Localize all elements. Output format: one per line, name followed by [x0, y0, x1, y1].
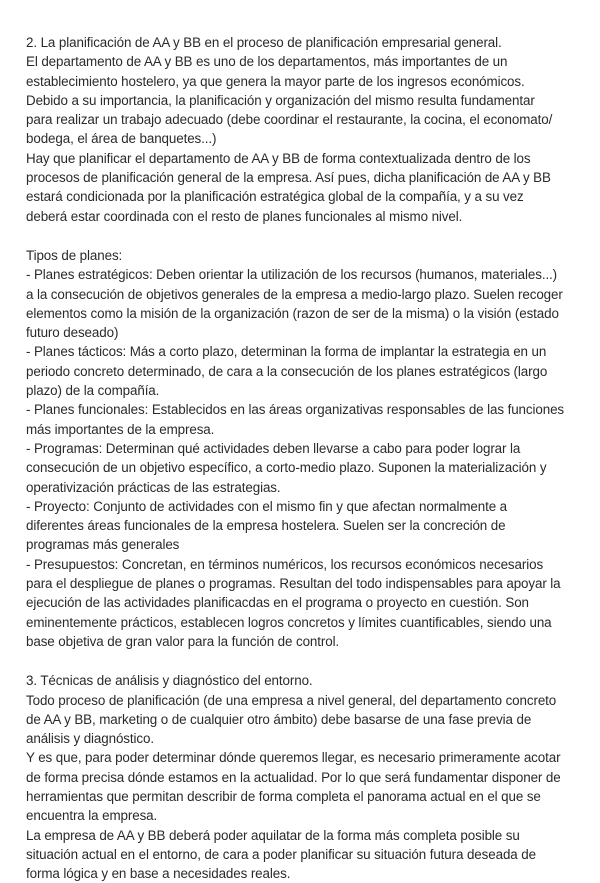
text-line: diferentes áreas funcionales de la empresa hostelera. Suelen ser la concreción de — [26, 518, 506, 534]
text-line: forma lógica y en base a necesidades reales. — [26, 866, 291, 882]
text-line: deberá estar coordinada con el resto de planes funcionales al mismo nivel. — [26, 208, 463, 224]
text-line: Hay que planificar el departamento de AA y BB de forma contextualizada dentro de los — [26, 150, 531, 166]
text-line: - Planes estratégicos: Deben orientar la utilización de los recursos (humanos, materiales...) — [26, 267, 558, 283]
text-line: para realizar un trabajo adecuado (debe coordinar el restaurante, la cocina, el economato/ — [26, 112, 553, 128]
text-line: de AA y BB, marketing o de cualquier otro ámbito) debe basarse de una fase previa de — [26, 711, 532, 727]
text-line: Debido a su importancia, la planificación y organización del mismo resulta fundamentar — [26, 92, 535, 108]
document-page — [26, 33, 578, 883]
text-line: elementos como la misión de la organización (razon de ser de la misma) o la visión (estado — [26, 305, 559, 321]
paragraph-gap — [26, 651, 578, 671]
text-line: - Presupuestos: Concretan, en términos numéricos, los recursos económicos necesarios — [26, 556, 544, 572]
section-tecnicas-analisis — [26, 671, 578, 883]
text-line: plazo) de la compañía. — [26, 383, 160, 399]
text-line: herramientas que permitan describir de forma completa el panorama actual en el que se — [26, 788, 541, 804]
text-line: para el despliegue de planes o programas. Resultan del todo indispensables para apoyar la — [26, 576, 561, 592]
text-line: bodega, el área de banquetes...) — [26, 131, 217, 147]
section-tipos-de-planes — [26, 246, 578, 651]
text-line: establecimiento hostelero, ya que genera la mayor parte de los ingresos económicos. — [26, 73, 525, 89]
text-line: eminentemente prácticos, establecen logros concretos y límites cuantificables, siendo una — [26, 614, 552, 630]
text-line: procesos de planificación general de la empresa. Así pues, dicha planificación de AA y BB — [26, 170, 551, 186]
text-line: base objetiva de gran valor para la función de control. — [26, 633, 340, 649]
text-line: - Proyecto: Conjunto de actividades con el mismo fin y que afectan normalmente a — [26, 498, 508, 514]
text-line: El departamento de AA y BB es uno de los departamentos, más importantes de un — [26, 54, 508, 70]
text-line: Todo proceso de planificación (de una empresa a nivel general, del departamento concreto — [26, 692, 557, 708]
text-line: - Programas: Determinan qué actividades deben llevarse a cabo para poder lograr la — [26, 440, 521, 456]
section-planificacion-aa-bb — [26, 33, 578, 226]
text-line: La empresa de AA y BB deberá poder aquilatar de la forma más completa posible su — [26, 827, 520, 843]
text-line: de forma precisa dónde estamos en la actualidad. Por lo que será fundamentar disponer de — [26, 769, 561, 785]
text-line: futuro deseado) — [26, 325, 119, 341]
text-line: 3. Técnicas de análisis y diagnóstico del entorno. — [26, 673, 313, 689]
text-line: estará condicionada por la planificación estratégica global de la compañía, y a su vez — [26, 189, 524, 205]
text-line: programas más generales — [26, 537, 180, 553]
text-line: encuentra la empresa. — [26, 808, 158, 824]
text-line: análisis y diagnóstico. — [26, 731, 154, 747]
text-line: Y es que, para poder determinar dónde queremos llegar, es necesario primeramente acotar — [26, 750, 561, 766]
text-line: periodo concreto determinado, de cara a la consecución de los planes estratégicos (largo — [26, 363, 548, 379]
text-line: 2. La planificación de AA y BB en el proceso de planificación empresarial general. — [26, 35, 502, 50]
text-line: ejecución de las actividades planificacdas en el programa o proyecto en cuestión. Son — [26, 595, 529, 611]
text-line: Tipos de planes: — [26, 247, 123, 263]
text-line: más importantes de la empresa. — [26, 421, 215, 437]
text-line: operativización prácticas de las estrategias. — [26, 479, 281, 495]
text-line: consecución de un objetivo específico, a corto-medio plazo. Suponen la materialización y — [26, 460, 547, 476]
text-line: a la consecución de objetivos generales de la empresa a medio-largo plazo. Suelen recoger — [26, 286, 563, 302]
text-line: - Planes funcionales: Establecidos en las áreas organizativas responsables de las funciones — [26, 402, 565, 418]
text-line: situación actual en el entorno, de cara a poder planificar su situación futura deseada de — [26, 846, 536, 862]
text-line: - Planes tácticos: Más a corto plazo, determinan la forma de implantar la estrategia en un — [26, 344, 547, 360]
paragraph-gap — [26, 226, 578, 246]
